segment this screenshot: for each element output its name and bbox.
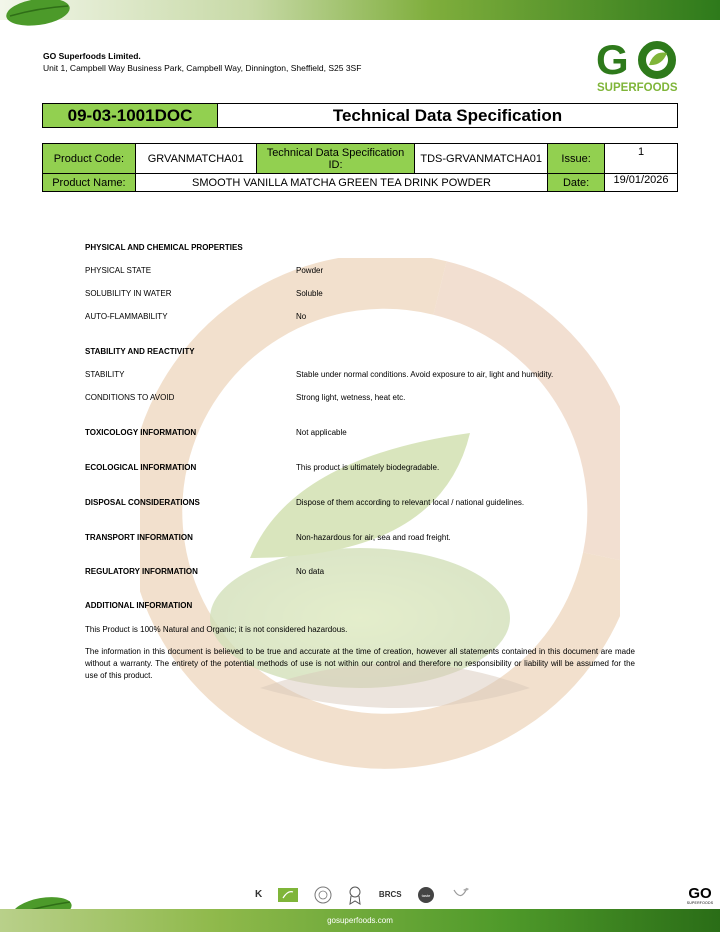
list-item — [85, 289, 635, 301]
property-value: Dispose of them according to relevant local / national guidelines. — [296, 498, 525, 507]
property-value: Soluble — [296, 289, 323, 298]
list-item — [85, 498, 635, 510]
list-item — [85, 533, 635, 545]
kosher-icon: K — [255, 889, 263, 900]
eu-organic-icon — [278, 888, 298, 902]
spec-id-label: Technical Data Specification ID: — [256, 144, 415, 174]
property-value: Stable under normal conditions. Avoid exposure to air, light and humidity. — [296, 370, 554, 379]
property-label: STABILITY — [85, 370, 125, 379]
table-row — [43, 174, 678, 192]
small-logo-text: GO — [688, 885, 712, 902]
list-item — [85, 312, 635, 324]
website-link[interactable]: gosuperfoods.com — [327, 916, 393, 925]
watermark-logo — [140, 258, 620, 778]
go-superfoods-logo — [594, 36, 680, 94]
company-address: Unit 1, Campbell Way Business Park, Campbell Way, Dinnington, Sheffield, S25 3SF — [43, 63, 362, 73]
property-value: This product is ultimately biodegradable. — [296, 463, 440, 472]
small-logo-subtext: SUPERFOODS — [686, 901, 714, 905]
svg-text:G: G — [596, 36, 629, 83]
section-heading: PHYSICAL AND CHEMICAL PROPERTIES — [85, 243, 243, 252]
property-label: TOXICOLOGY INFORMATION — [85, 428, 197, 437]
certification-logos — [255, 884, 471, 906]
property-value: No — [296, 312, 307, 321]
award-icon — [347, 885, 363, 905]
product-code-value: GRVANMATCHA01 — [135, 144, 256, 174]
great-taste-icon — [417, 886, 435, 904]
document-header — [42, 103, 678, 128]
list-item — [85, 370, 635, 382]
property-value: No data — [296, 567, 325, 576]
property-label: SOLUBILITY IN WATER — [85, 289, 172, 298]
footer-banner — [0, 909, 720, 932]
list-item — [85, 266, 635, 278]
svg-text:taste: taste — [421, 893, 431, 898]
document-code: 09-03-1001DOC — [43, 104, 218, 127]
list-item — [85, 347, 635, 359]
top-banner — [0, 0, 720, 20]
product-code-label: Product Code: — [43, 144, 136, 174]
spec-id-value: TDS-GRVANMATCHA01 — [415, 144, 548, 174]
additional-text: This Product is 100% Natural and Organic; it is not considered hazardous. — [85, 625, 348, 634]
product-name-value: SMOOTH VANILLA MATCHA GREEN TEA DRINK POWDER — [135, 174, 547, 192]
property-label: PHYSICAL STATE — [85, 266, 152, 275]
property-label: TRANSPORT INFORMATION — [85, 533, 193, 542]
organic-icon — [314, 886, 332, 904]
company-name: GO Superfoods Limited. — [43, 51, 141, 61]
vegan-icon — [451, 886, 471, 904]
specification-table — [42, 143, 678, 192]
property-label: ECOLOGICAL INFORMATION — [85, 463, 197, 472]
property-label: REGULATORY INFORMATION — [85, 567, 198, 576]
document-title: Technical Data Specification — [332, 105, 563, 125]
property-value: Not applicable — [296, 428, 347, 437]
list-item — [85, 393, 635, 405]
property-label: AUTO-FLAMMABILITY — [85, 312, 168, 321]
section-heading: ADDITIONAL INFORMATION — [85, 601, 193, 610]
property-label: DISPOSAL CONSIDERATIONS — [85, 498, 200, 507]
list-item — [85, 601, 635, 613]
company-info — [43, 50, 361, 74]
issue-label: Issue: — [548, 144, 605, 174]
property-value: Non-hazardous for air, sea and road freight. — [296, 533, 451, 542]
property-value: Strong light, wetness, heat etc. — [296, 393, 406, 402]
property-label: CONDITIONS TO AVOID — [85, 393, 175, 402]
date-label: Date: — [548, 174, 605, 192]
date-value: 19/01/2026 — [605, 174, 678, 192]
issue-value: 1 — [605, 144, 678, 174]
section-heading: STABILITY AND REACTIVITY — [85, 347, 195, 356]
disclaimer-text: The information in this document is believed to be true and accurate at the time of creation, however all statements contained in this document are made without a warranty. The entirety of the potential methods of use is not within our control and therefore no responsibility or liability will be assumed for the use of this product. — [85, 647, 635, 680]
svg-text:SUPERFOODS: SUPERFOODS — [597, 82, 678, 94]
list-item — [85, 243, 635, 255]
brcs-icon: BRCS — [378, 890, 402, 899]
list-item — [85, 567, 635, 579]
product-name-label: Product Name: — [43, 174, 136, 192]
table-row — [43, 144, 678, 174]
leaf-icon — [4, 0, 74, 30]
property-value: Powder — [296, 266, 324, 275]
list-item — [85, 428, 635, 440]
go-small-logo — [684, 886, 716, 906]
list-item — [85, 463, 635, 475]
